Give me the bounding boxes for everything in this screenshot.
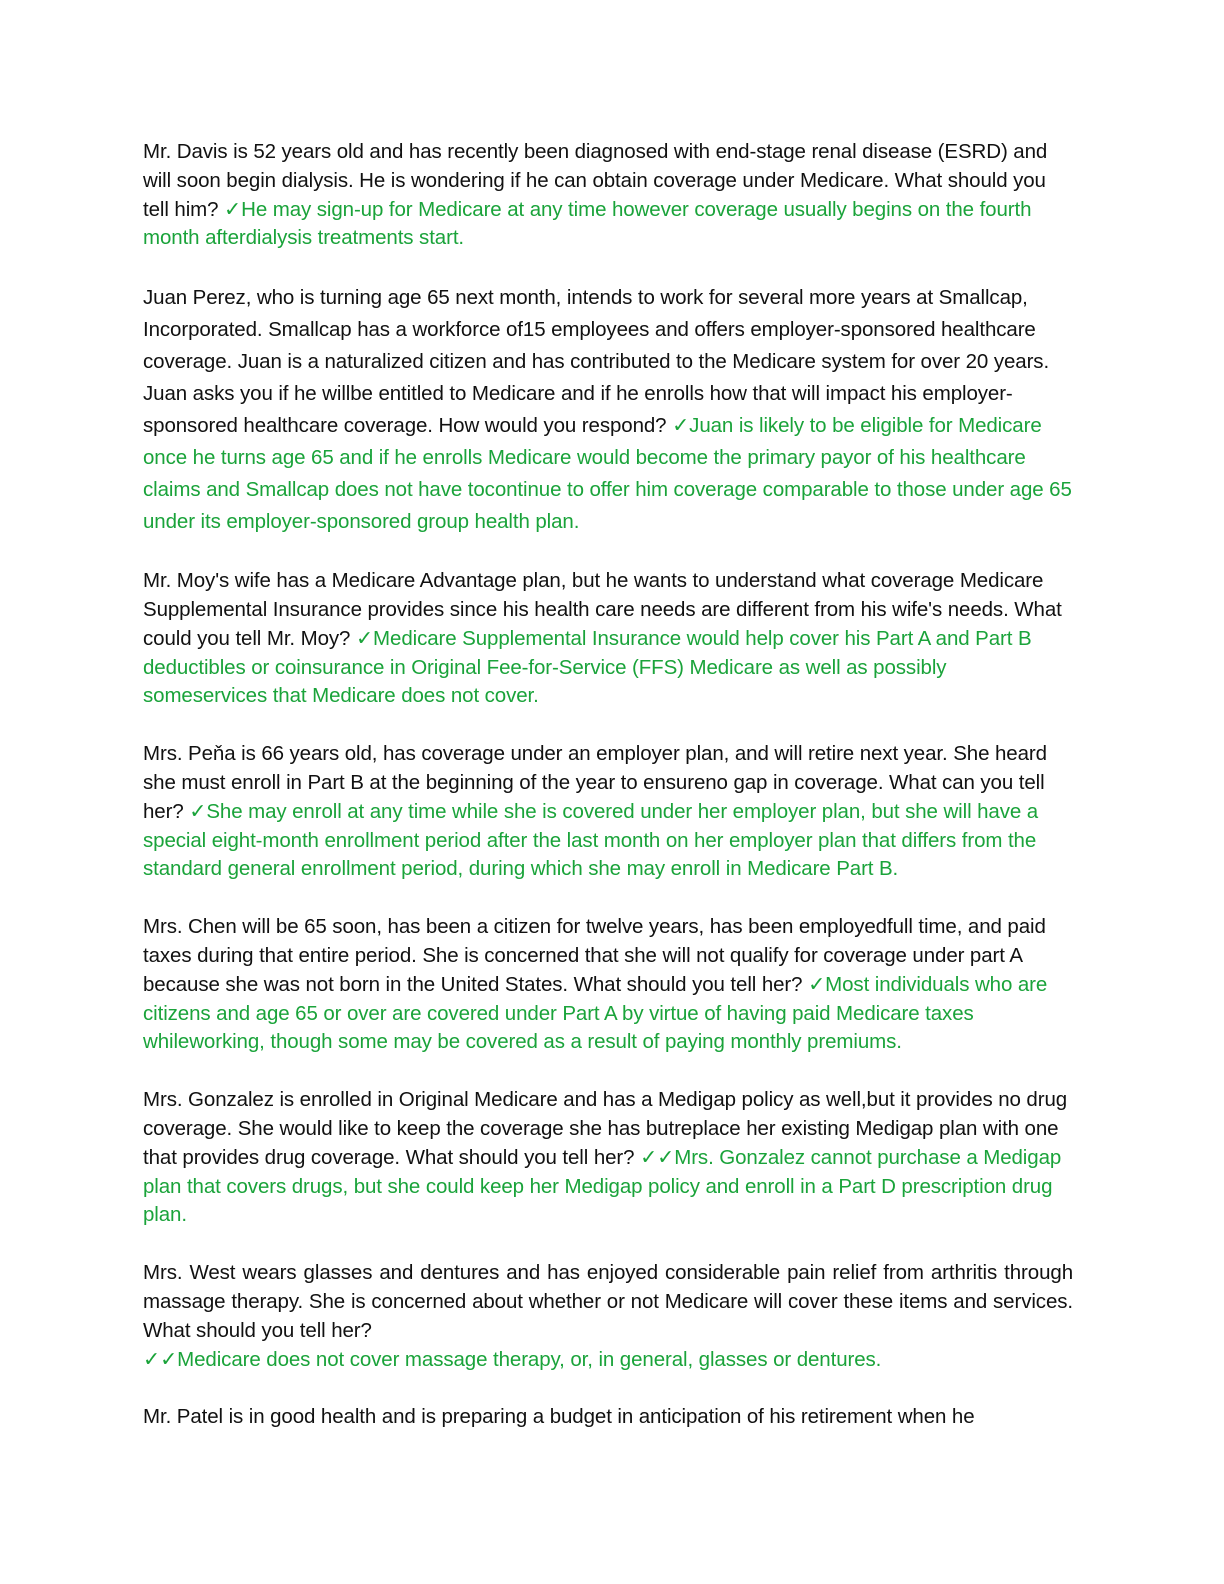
qa-block-perez xyxy=(143,282,1073,538)
question-text: Mr. Moy's wife has a Medicare Advantage plan, but he wants to understand what coverage Medicare Supplemental Insurance provides since his health care needs are different from his wife's needs. What could you tell Mr. Moy? xyxy=(143,569,1062,650)
answer-text: ✓Juan is likely to be eligible for Medicare once he turns age 65 and if he enrolls Medicare would become the primary payor of his healthcare claims and Smallcap does not have tocontinue to offer him coverage comparable to those under age 65 under its employer-sponsored group health plan. xyxy=(143,414,1072,534)
qa-block-west xyxy=(143,1259,1073,1374)
qa-block-gonzalez xyxy=(143,1086,1073,1230)
question-text: Juan Perez, who is turning age 65 next month, intends to work for several more years at Smallcap, Incorporated. Smallcap has a workforce of15 employees and offers employer-sponsored healthcare coverage. Juan is a naturalized citizen and has contributed to the Medicare system for over 20 years. Juan asks you if he willbe entitled to Medicare and if he enrolls how that will impact his employer- sponsored healthcare coverage. How would you respond? xyxy=(143,286,1050,438)
qa-block-chen xyxy=(143,913,1073,1057)
answer-text: ✓Most individuals who are citizens and age 65 or over are covered under Part A by virtue of having paid Medicare taxes whileworking, though some may be covered as a result of paying monthly premiums. xyxy=(143,972,1048,1054)
question-text: Mr. Patel is in good health and is preparing a budget in anticipation of his retirement when he xyxy=(143,1405,975,1429)
qa-block-moy xyxy=(143,567,1073,711)
answer-text: ✓Medicare Supplemental Insurance would help cover his Part A and Part B deductibles or coinsurance in Original Fee-for-Service (FFS) Medicare as well as possibly someservices that Medicare does not cover. xyxy=(143,626,1032,708)
question-text: Mrs. Gonzalez is enrolled in Original Medicare and has a Medigap policy as well,but it provides no drug coverage. She would like to keep the coverage she has butreplace her existing Medigap plan with one that provides drug coverage. What should you tell her? xyxy=(143,1088,1068,1169)
question-text: Mrs. Peňa is 66 years old, has coverage under an employer plan, and will retire next year. She heard she must enroll in Part B at the beginning of the year to ensureno gap in coverage. What can you tell her? xyxy=(143,742,1047,823)
question-text: Mrs. Chen will be 65 soon, has been a citizen for twelve years, has been employedfull time, and paid taxes during that entire period. She is concerned that she will not qualify for coverage under part A because she was not born in the United States. What should you tell her? xyxy=(143,915,1046,996)
question-text: Mrs. West wears glasses and dentures and has enjoyed considerable pain relief from arthritis through massage therapy. She is concerned about whether or not Medicare will cover these items and services. What should you tell her? xyxy=(143,1261,1073,1342)
answer-text: ✓He may sign-up for Medicare at any time however coverage usually begins on the fourth month afterdialysis treatments start. xyxy=(143,197,1032,250)
qa-block-davis xyxy=(143,138,1073,253)
qa-block-pena xyxy=(143,740,1073,884)
answer-text: ✓✓Medicare does not cover massage therapy, or, in general, glasses or dentures. xyxy=(143,1347,882,1371)
document-page xyxy=(143,138,1073,1461)
answer-text: ✓✓Mrs. Gonzalez cannot purchase a Medigap plan that covers drugs, but she could keep her Medigap policy and enroll in a Part D prescription drug plan. xyxy=(143,1145,1062,1227)
question-text: Mr. Davis is 52 years old and has recently been diagnosed with end-stage renal disease (ESRD) and will soon begin dialysis. He is wondering if he can obtain coverage under Medicare. What should you tell him? xyxy=(143,140,1048,221)
qa-block-patel xyxy=(143,1403,1073,1432)
answer-text: ✓She may enroll at any time while she is covered under her employer plan, but she will have a special eight-month enrollment period after the last month on her employer plan that differs from the standard general enrollment period, during which she may enroll in Medicare Part B. xyxy=(143,799,1039,881)
